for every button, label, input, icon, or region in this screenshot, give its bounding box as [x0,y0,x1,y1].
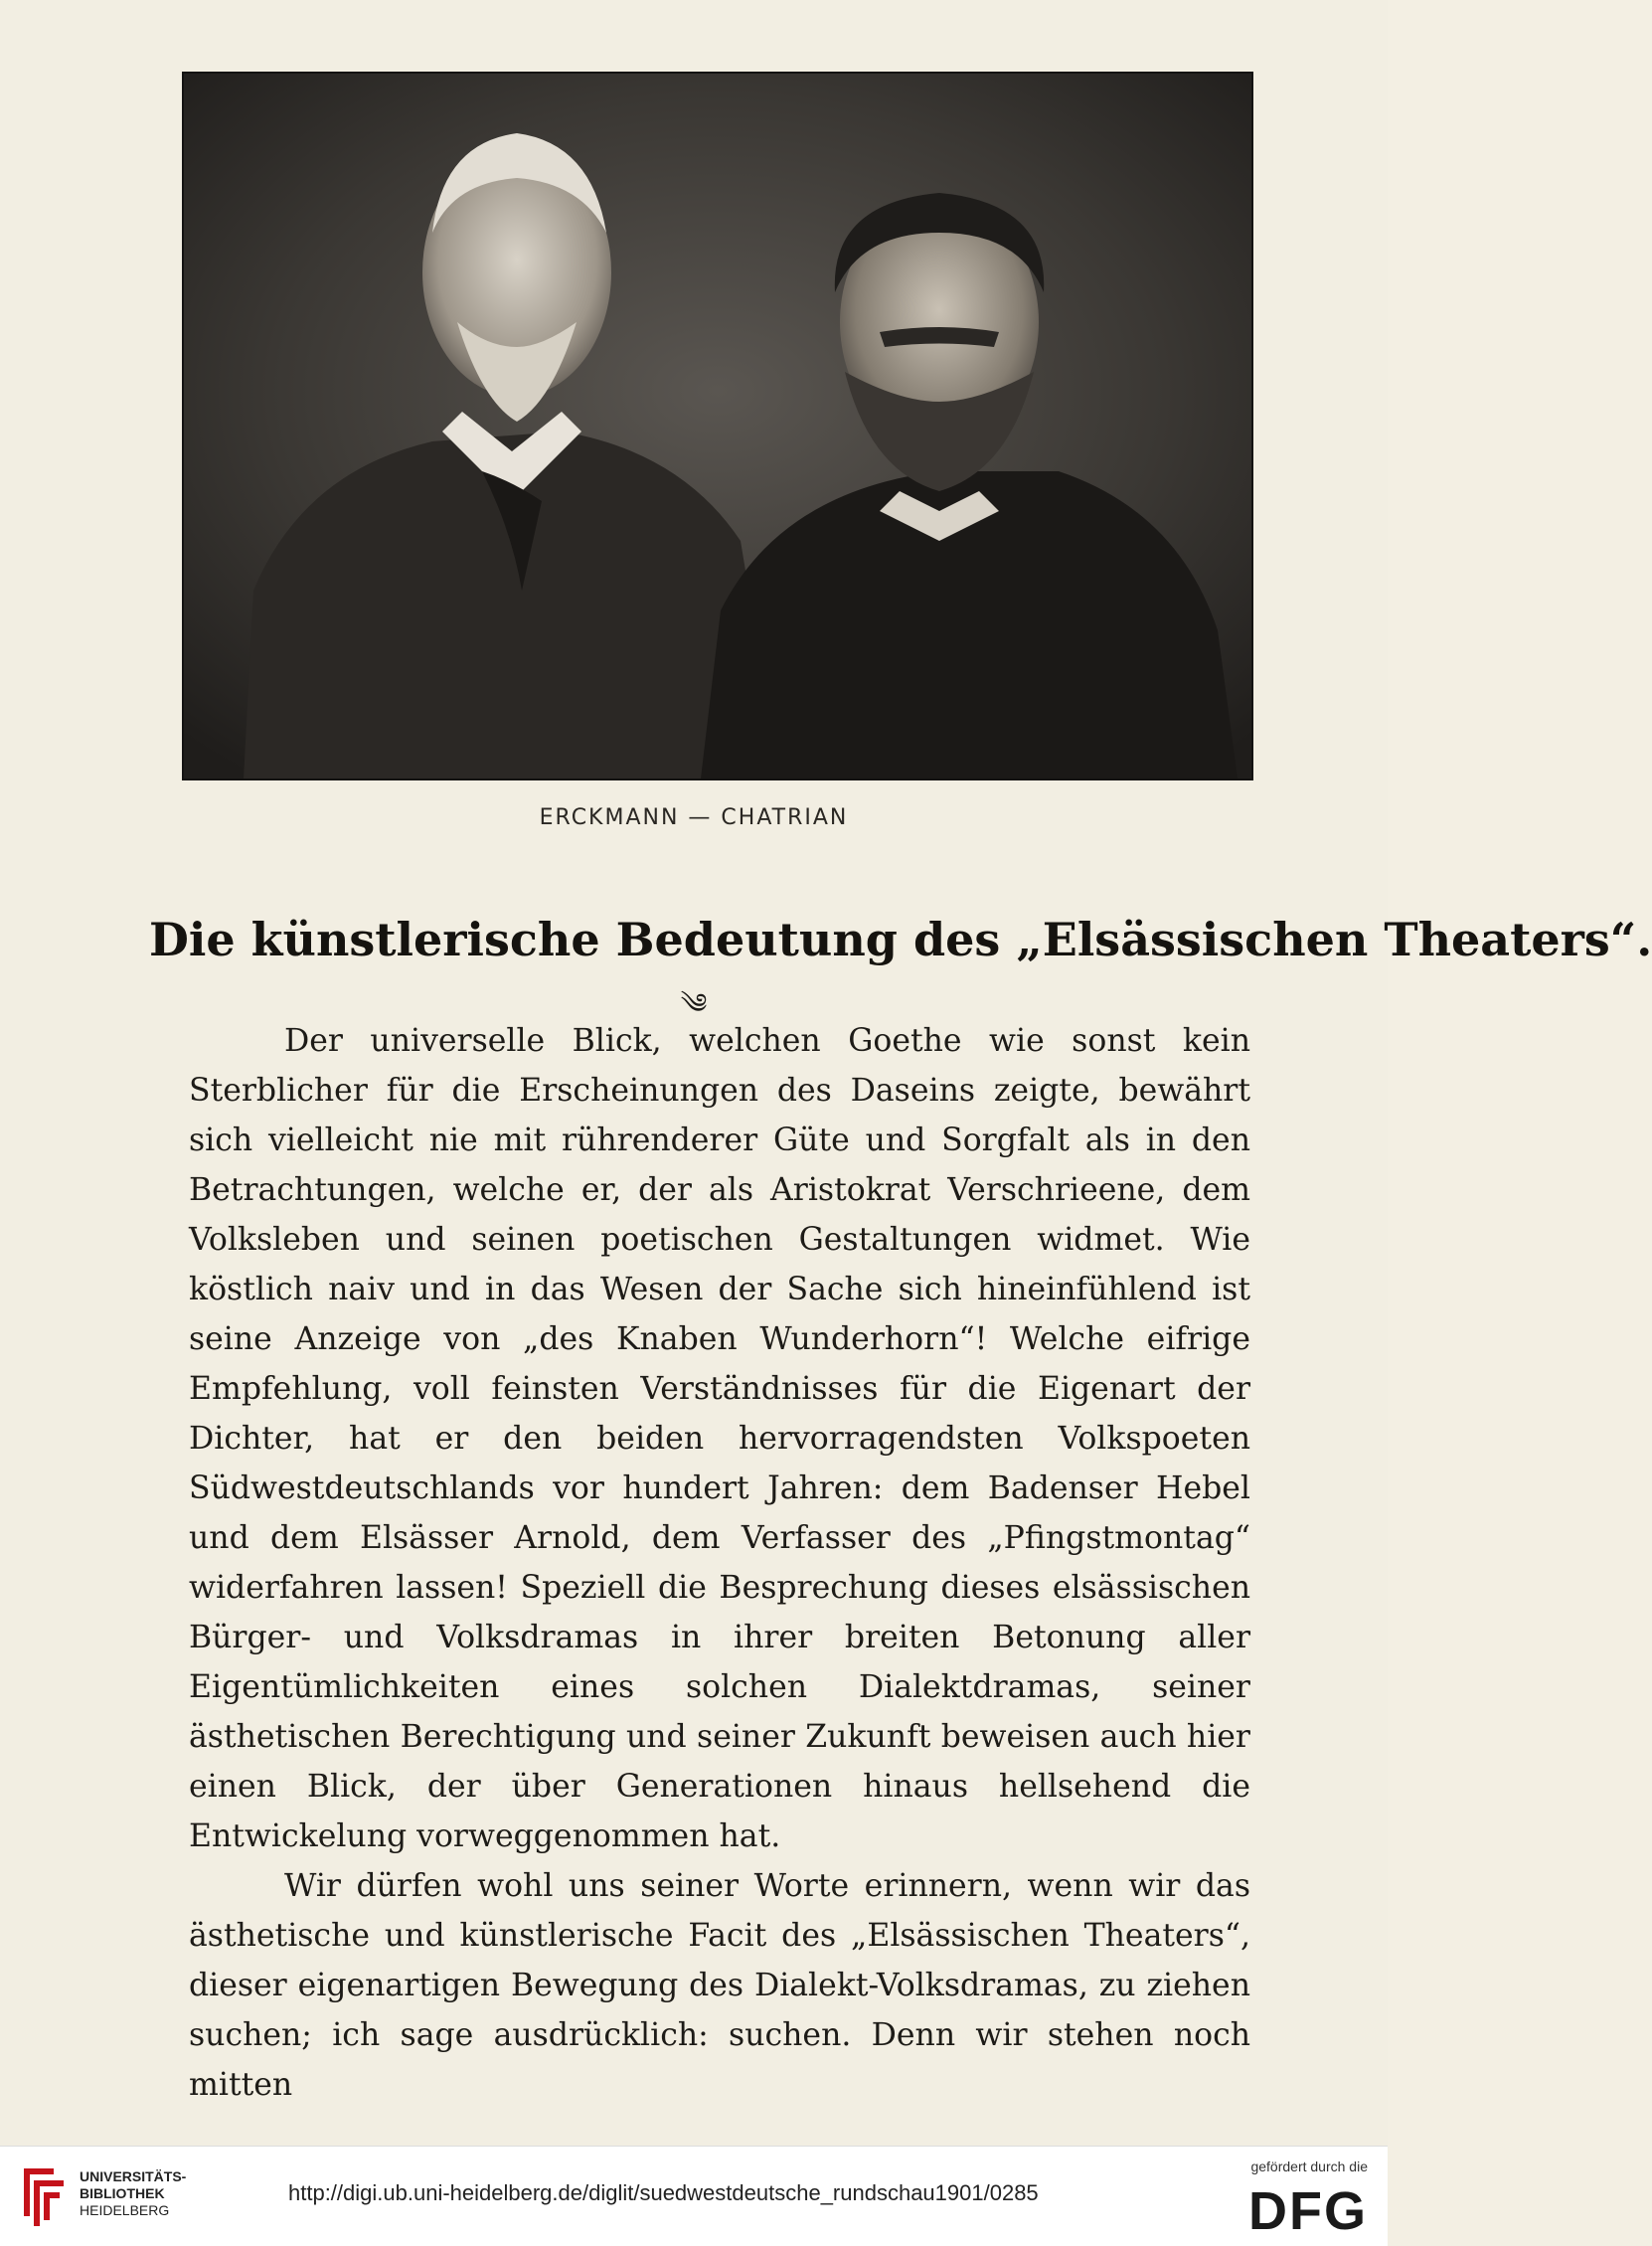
portrait-photograph [182,72,1253,780]
paragraph: Wir dürfen wohl uns seiner Worte erinnern, wenn wir das ästhetische und künstlerische Facit des „Elsässischen Theaters“, dieser eigenartigen Bewegung des Dialekt-Volksdramas, zu ziehen suchen; ich sage ausdrücklich: suchen. Denn wir stehen noch mitten [189,1868,1250,2103]
ornament-divider: ༄ [680,987,708,1020]
article-title: Die künstlerische Bedeutung des „Elsässischen Theaters“. [149,913,1652,966]
photo-caption: ERCKMANN — CHATRIAN [539,805,849,830]
library-name: UNIVERSITÄTS- BIBLIOTHEK HEIDELBERG [80,2168,187,2218]
paragraph: Der universelle Blick, welchen Goethe wie sonst kein Sterblicher für die Erscheinungen des Daseins zeigte, bewährt sich vielleicht nie mit rührenderer Güte und Sorgfalt als in den Betrachtungen, welche er, der als Aristokrat Verschrieene, dem Volksleben und seinen poetischen Gestaltungen widmet. Wie köstlich naiv und in das Wesen der Sache sich hineinfühlend ist seine Anzeige von „des Knaben Wunderhorn“! Welche eifrige Empfehlung, voll feinsten Verständnisses für die Eigenart der Dichter, hat er den beiden hervorragendsten Volkspoeten Südwestdeutschlands vor hundert Jahren: dem Badenser Hebel und dem Elsässer Arnold, dem Verfasser des „Pfingstmontag“ widerfahren lassen! Speziell die Besprechung dieses elsässischen Bürger- und Volksdramas in ihrer breiten Betonung aller Eigentümlichkeiten eines solchen Dialektdramas, seiner ästhetischen Berechtigung und seiner Zukunft beweisen auch hier einen Blick, der über Generationen hinaus hellsehend die Entwickelung vorweggenommen hat. [189,1023,1250,1854]
dfg-logo: DFG [1248,2181,1368,2241]
funding-note: gefördert durch die [1250,2159,1368,2174]
source-url-link[interactable]: http://digi.ub.uni-heidelberg.de/diglit/suedwestdeutsche_rundschau1901/0285 [288,2180,1039,2205]
footer-bar [0,2146,1388,2246]
article-body [189,1016,1250,2110]
university-library-logo-icon [14,2160,74,2230]
